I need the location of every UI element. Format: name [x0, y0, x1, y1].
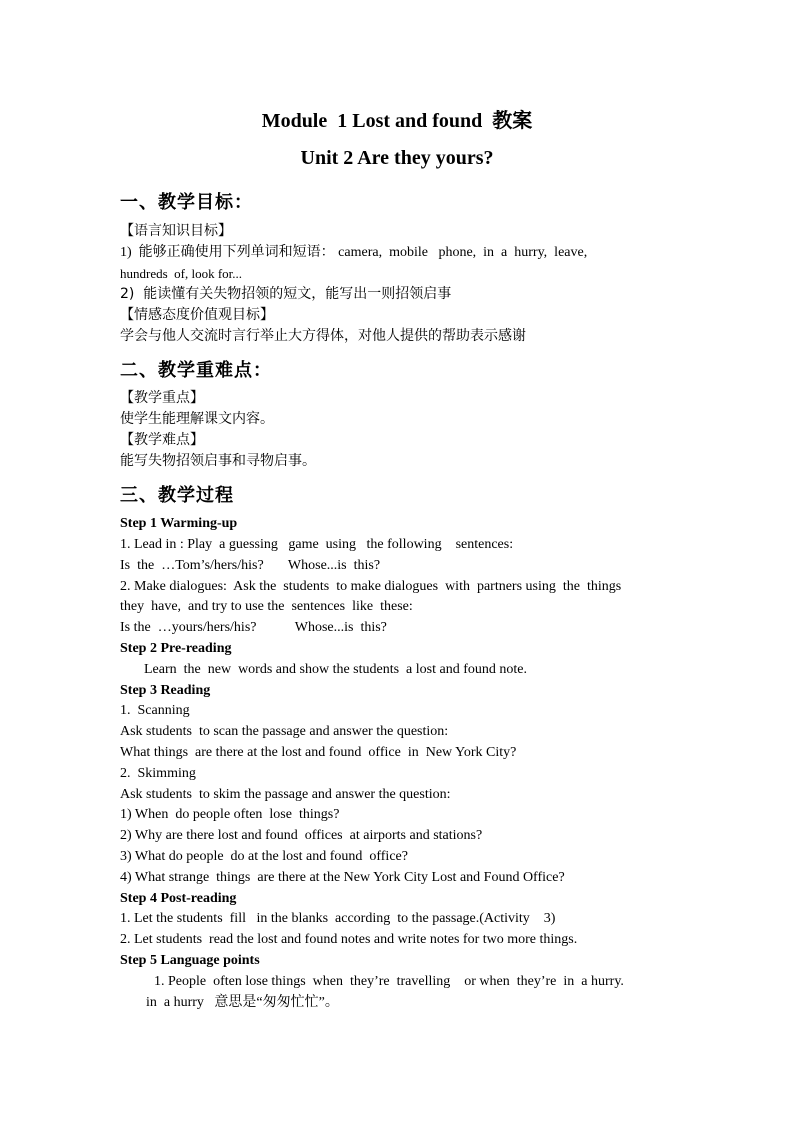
step-3-line-3: What things are there at the lost and found office in New York City? — [120, 745, 517, 760]
step-3-line-9: 4) What strange things are there at the New York City Lost and Found Office? — [120, 870, 565, 885]
goal-emotion-text: 学会与他人交流时言行举止大方得体，对他人提供的帮助表示感谢 — [120, 328, 526, 344]
step-1-heading: Step 1 Warming-up — [120, 516, 238, 531]
step-3-line-1: 1. Scanning — [120, 703, 190, 718]
step-1-line-1: 1. Lead in : Play a guessing game using the following sentences: — [120, 537, 514, 552]
step-3-line-4: 2. Skimming — [120, 766, 196, 781]
section-heading-keypoints: 二、教学重难点： — [120, 360, 272, 381]
step-3-line-7: 2) Why are there lost and found offices at airports and stations? — [120, 828, 483, 843]
step-1-line-5: Is the …yours/hers/his? Whose...is this? — [120, 620, 387, 635]
step-3-line-5: Ask students to skim the passage and answer the question: — [120, 787, 451, 802]
keypoint-label: 【教学重点】 — [120, 390, 204, 406]
goal-item-1b: hundreds of, look for... — [120, 266, 243, 281]
step-1-line-2: Is the …Tom’s/hers/his? Whose...is this? — [120, 558, 381, 573]
document-title: Module 1 Lost and found 教案 — [261, 110, 533, 132]
step-3-line-2: Ask students to scan the passage and answer the question: — [120, 724, 449, 739]
step-5-heading: Step 5 Language points — [120, 953, 260, 968]
step-4-line-2: 2. Let students read the lost and found notes and write notes for two more things. — [120, 932, 578, 947]
keypoint-text: 使学生能理解课文内容。 — [120, 411, 274, 427]
step-1-line-4: they have, and try to use the sentences like these: — [120, 599, 413, 614]
step-3-line-8: 3) What do people do at the lost and found office? — [120, 849, 408, 864]
section-heading-process: 三、教学过程 — [120, 485, 234, 506]
step-5-line-2: in a hurry 意思是“匆匆忙忙”。 — [146, 995, 339, 1010]
goal-item-2: 2) 能读懂有关失物招领的短文，能写出一则招领启事 — [120, 286, 452, 302]
goal-item-1a: 1) 能够正确使用下列单词和短语： camera, mobile phone, in a hurry, leave, — [120, 245, 588, 260]
step-3-heading: Step 3 Reading — [120, 683, 211, 698]
step-2-line-1: Learn the new words and show the students a lost and found note. — [144, 662, 527, 677]
step-3-line-6: 1) When do people often lose things? — [120, 807, 340, 822]
step-5-line-1: 1. People often lose things when they’re travelling or when they’re in a hurry. — [154, 974, 624, 989]
step-2-heading: Step 2 Pre-reading — [120, 641, 232, 656]
difficulty-text: 能写失物招领启事和寻物启事。 — [120, 453, 316, 469]
section-heading-goals: 一、教学目标： — [120, 192, 253, 213]
step-4-heading: Step 4 Post-reading — [120, 891, 237, 906]
step-1-line-3: 2. Make dialogues: Ask the students to make dialogues with partners using the things — [120, 579, 622, 594]
goal-label-emotion: 【情感态度价值观目标】 — [120, 307, 274, 323]
step-4-line-1: 1. Let the students fill in the blanks according to the passage.(Activity 3) — [120, 911, 556, 926]
document-subtitle: Unit 2 Are they yours? — [300, 147, 494, 169]
difficulty-label: 【教学难点】 — [120, 432, 204, 448]
goal-label-language: 【语言知识目标】 — [120, 223, 232, 239]
